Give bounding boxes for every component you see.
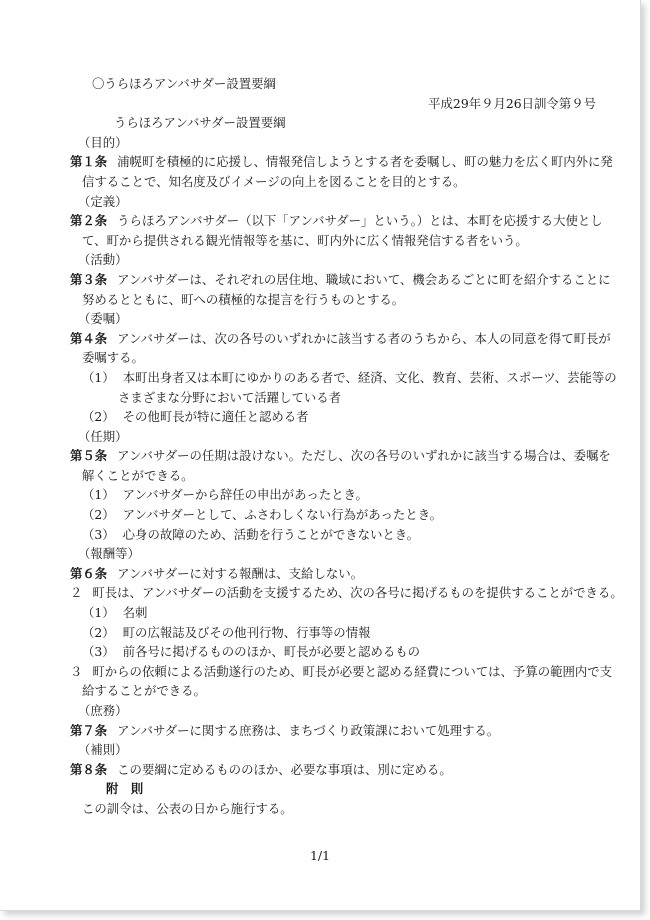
article-text: この要綱に定めるもののほか、必要な事項は、別に定める。	[117, 761, 452, 777]
item-text: 町の広報誌及びその他刊行物、行事等の情報	[122, 624, 371, 640]
article-number: 第５条	[70, 448, 108, 464]
article-text: アンバサダーは、それぞれの居住地、職域において、機会あるごとに町を紹介することに	[117, 271, 611, 287]
list-item	[70, 623, 590, 643]
paragraph-text: 町からの依頼による活動遂行のため、町長が必要と認める経費については、予算の範囲内で支	[92, 663, 613, 679]
article-5	[70, 446, 611, 485]
list-item	[70, 407, 590, 427]
article-number: 第７条	[70, 722, 108, 738]
article-text: アンバサダーに関する庶務は、まちづくり政策課において処理する。	[117, 722, 500, 738]
item-text: 心身の故障のため、活動を行うことができないとき。	[122, 526, 420, 542]
caption-general-affairs: （庶務）	[78, 703, 128, 718]
item-text: 本町出身者又は本町にゆかりのある者で、経済、文化、教育、芸術、スポーツ、芸能等の	[122, 369, 617, 385]
article-number: 第６条	[70, 565, 108, 581]
article-number: 第４条	[70, 330, 108, 346]
article-6	[70, 564, 590, 584]
item-number: （2）	[82, 624, 115, 640]
paragraph-2	[70, 583, 623, 603]
paragraph-number: ２	[70, 585, 83, 601]
document-title: 〇うらほろアンバサダー設置要綱	[92, 76, 276, 91]
article-text-continued: 委嘱する。	[82, 350, 144, 366]
list-item	[70, 368, 617, 388]
supplementary-text: この訓令は、公表の日から施行する。	[82, 800, 293, 816]
list-item	[70, 505, 590, 525]
document-number: 平成29年９月26日訓令第９号	[428, 95, 596, 111]
article-text-continued: 解くことができる。	[82, 467, 194, 483]
caption-supplementary-rule: （補則）	[78, 742, 128, 758]
caption-definition: （定義）	[78, 193, 128, 209]
caption-commission: （委嘱）	[78, 311, 128, 327]
item-text-continued: さまざまな分野において活躍している者	[118, 389, 342, 405]
item-text: その他町長が特に適任と認める者	[122, 409, 309, 425]
list-item	[70, 603, 590, 623]
article-text: アンバサダーの任期は設けない。ただし、次の各号のいずれかに該当する場合は、委嘱を	[117, 448, 611, 464]
item-text: アンバサダーから辞任の申出があったとき。	[122, 487, 368, 503]
item-number: （3）	[82, 644, 115, 660]
item-text: 前各号に掲げるもののほか、町長が必要と認めるもの	[122, 644, 421, 660]
document-subtitle: うらほろアンバサダー設置要綱	[114, 115, 286, 131]
list-item	[70, 642, 590, 662]
article-text: 浦幌町を積極的に応援し、情報発信しようとする者を委嘱し、町の魅力を広く町内外に発	[117, 154, 613, 170]
caption-activity: （活動）	[78, 252, 128, 268]
item-number: （2）	[82, 409, 115, 425]
list-item	[70, 525, 590, 545]
article-text-continued: 努めるとともに、町への積極的な提言を行うものとする。	[82, 291, 405, 307]
article-4	[70, 329, 611, 368]
article-3	[70, 270, 611, 309]
item-text: アンバサダーとして、ふさわしくない行為があったとき。	[122, 507, 442, 523]
item-number: （1）	[82, 605, 115, 621]
article-number: 第２条	[70, 213, 108, 229]
item-number: （2）	[82, 507, 115, 523]
item-number: （3）	[82, 526, 115, 542]
caption-term: （任期）	[78, 428, 128, 444]
paragraph-number: ３	[70, 663, 83, 679]
article-number: 第１条	[70, 154, 108, 170]
item-number: （1）	[82, 369, 115, 385]
article-text-continued: て、町から提供される観光情報等を基に、町内外に広く情報発信する者をいう。	[82, 232, 528, 248]
article-text: うらほろアンバサダー（以下「アンバサダー」という。）とは、本町を応援する大使とし	[117, 213, 603, 229]
paragraph-text-continued: 給することができる。	[82, 683, 206, 699]
item-text: 名刺	[122, 605, 148, 621]
paragraph-text: 町長は、アンバサダーの活動を支援するため、次の各号に掲げるものを提供することができる。	[92, 585, 623, 601]
list-item	[70, 485, 590, 505]
article-number: 第８条	[70, 761, 108, 777]
article-number: 第３条	[70, 271, 108, 287]
article-7	[70, 721, 590, 741]
article-text: アンバサダーに対する報酬は、支給しない。	[117, 565, 364, 581]
paragraph-3	[70, 662, 613, 701]
article-text: アンバサダーは、次の各号のいずれかに該当する者のうちから、本人の同意を得て町長が	[117, 330, 611, 346]
article-text-continued: 信することで、知名度及びイメージの向上を図ることを目的とする。	[82, 173, 466, 189]
caption-purpose: （目的）	[78, 134, 128, 150]
document-body	[70, 74, 623, 819]
article-8	[70, 760, 590, 780]
supplementary-heading: 附 則	[106, 781, 144, 797]
item-number: （1）	[82, 487, 115, 503]
caption-remuneration: （報酬等）	[78, 546, 140, 562]
page-number: 1/1	[310, 848, 330, 863]
article-1	[70, 152, 613, 191]
article-2	[70, 211, 603, 250]
